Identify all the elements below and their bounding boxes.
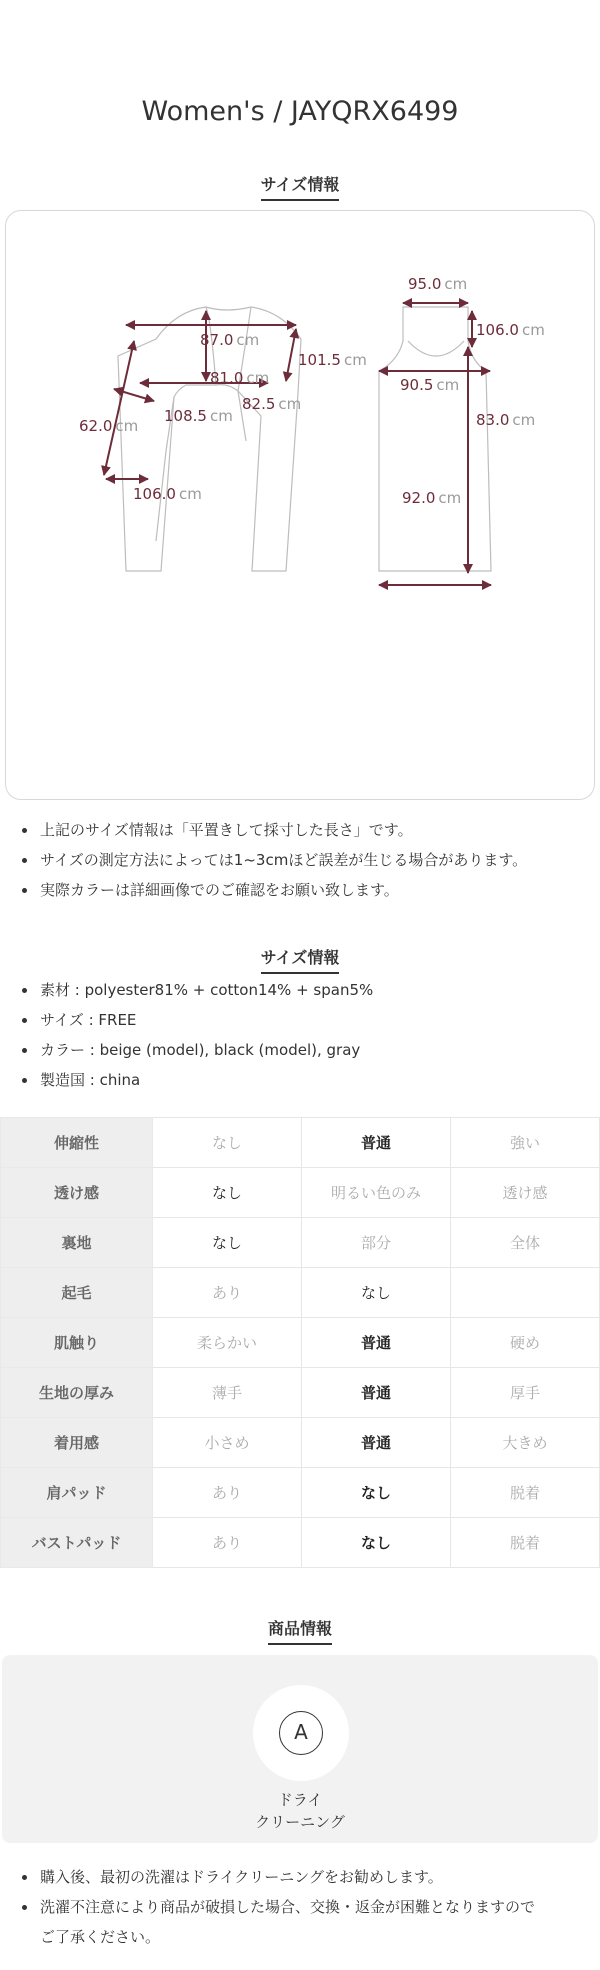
attribute-option: 明るい色のみ	[302, 1168, 451, 1218]
list-item: サイズの測定方法によっては1~3cmほど誤差が生じる場合があります。	[0, 845, 600, 875]
attribute-option: なし	[153, 1118, 302, 1168]
product-info-heading: 商品情報	[0, 1616, 600, 1645]
attribute-label: バストパッド	[1, 1518, 153, 1568]
attribute-option: 普通	[302, 1318, 451, 1368]
attribute-option: 強い	[451, 1118, 600, 1168]
attribute-option: あり	[153, 1518, 302, 1568]
attribute-option: あり	[153, 1468, 302, 1518]
care-box	[2, 1655, 598, 1843]
table-row	[1, 1318, 600, 1368]
attribute-option: 厚手	[451, 1368, 600, 1418]
dim-armhole-label: 108.5 cm	[164, 407, 233, 425]
size-diagram	[5, 210, 595, 800]
attribute-option: なし	[153, 1218, 302, 1268]
attribute-option: なし	[153, 1168, 302, 1218]
list-item: 実際カラーは詳細画像でのご確認をお願い致します。	[0, 875, 600, 905]
list-item: カラー : beige (model), black (model), gray	[0, 1035, 600, 1065]
attribute-option: 大きめ	[451, 1418, 600, 1468]
attribute-option: なし	[302, 1518, 451, 1568]
dim-strap-label: 106.0 cm	[476, 321, 545, 339]
dim-length-label: 83.0 cm	[476, 411, 536, 429]
product-title: Women's / JAYQRX6499	[141, 96, 459, 127]
table-row	[1, 1118, 600, 1168]
attribute-option: なし	[302, 1468, 451, 1518]
attribute-label: 起毛	[1, 1268, 153, 1318]
attribute-label: 肩パッド	[1, 1468, 153, 1518]
attribute-option: 普通	[302, 1368, 451, 1418]
detail-info-heading: サイズ情報	[0, 945, 600, 974]
attribute-option: 全体	[451, 1218, 600, 1268]
dim-sleeve-outer-label: 62.0 cm	[79, 417, 139, 435]
dim-sleeve-length-label: 101.5 cm	[298, 351, 367, 369]
attribute-option: 透け感	[451, 1168, 600, 1218]
attribute-table	[0, 1117, 600, 1568]
list-item: 上記のサイズ情報は「平置きして採寸した長さ」です。	[0, 815, 600, 845]
list-item: 購入後、最初の洗濯はドライクリーニングをお勧めします。	[0, 1862, 600, 1892]
detail-list	[0, 975, 600, 1095]
table-row	[1, 1418, 600, 1468]
table-row	[1, 1218, 600, 1268]
care-label: ドライ クリーニング	[255, 1791, 345, 1831]
list-item: 洗濯不注意により商品が破損した場合、交換・返金が困難となりますので	[0, 1892, 600, 1922]
dim-shoulder-label: 87.0 cm	[200, 331, 260, 349]
attribute-label: 生地の厚み	[1, 1368, 153, 1418]
dry-clean-icon: A	[279, 1711, 323, 1755]
attribute-option: 普通	[302, 1418, 451, 1468]
list-item: 素材 : polyester81% + cotton14% + span5%	[0, 975, 600, 1005]
dim-top-hem-label: 92.0 cm	[402, 489, 462, 507]
attribute-label: 裏地	[1, 1218, 153, 1268]
dim-neck-label: 95.0 cm	[408, 275, 468, 293]
list-item: 製造国 : china	[0, 1065, 600, 1095]
attribute-option: 柔らかい	[153, 1318, 302, 1368]
attribute-option: 部分	[302, 1218, 451, 1268]
care-symbol-badge	[253, 1685, 349, 1781]
list-item-continuation: ご了承ください。	[40, 1928, 161, 1946]
dim-top-chest-label: 90.5 cm	[400, 376, 460, 394]
attribute-label: 伸縮性	[1, 1118, 153, 1168]
attribute-option: 薄手	[153, 1368, 302, 1418]
attribute-option: 硬め	[451, 1318, 600, 1368]
dim-hem-label: 82.5 cm	[242, 395, 302, 413]
table-row	[1, 1168, 600, 1218]
attribute-label: 着用感	[1, 1418, 153, 1468]
attribute-label: 肌触り	[1, 1318, 153, 1368]
attribute-option: 小さめ	[153, 1418, 302, 1468]
care-notes-list	[0, 1862, 600, 1952]
table-row	[1, 1268, 600, 1318]
size-diagram-drawing	[6, 211, 596, 801]
attribute-option: 普通	[302, 1118, 451, 1168]
attribute-option: なし	[302, 1268, 451, 1318]
attribute-option: 脱着	[451, 1468, 600, 1518]
dim-chest-label: 81.0 cm	[210, 369, 270, 387]
attribute-option	[451, 1268, 600, 1318]
size-info-heading: サイズ情報	[0, 172, 600, 201]
attribute-option: あり	[153, 1268, 302, 1318]
attribute-option: 脱着	[451, 1518, 600, 1568]
table-row	[1, 1518, 600, 1568]
size-notes-list	[0, 815, 600, 905]
table-row	[1, 1368, 600, 1418]
attribute-label: 透け感	[1, 1168, 153, 1218]
table-row	[1, 1468, 600, 1518]
dim-cuff-label: 106.0 cm	[133, 485, 202, 503]
list-item: サイズ : FREE	[0, 1005, 600, 1035]
